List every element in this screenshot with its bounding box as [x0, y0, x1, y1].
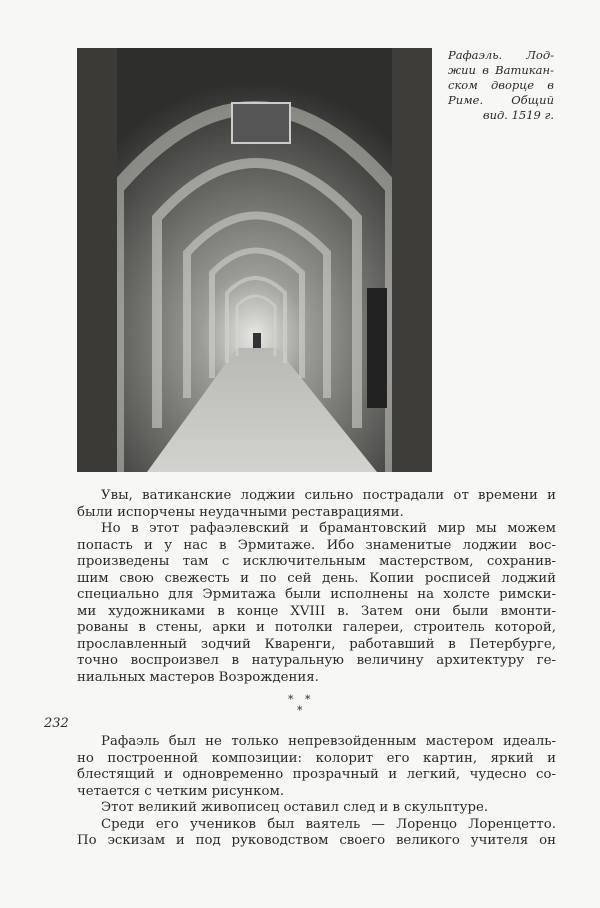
separator-stars: * * [288, 693, 311, 706]
body-text-bottom [77, 734, 556, 850]
text-line: были испорчены неудачными реставрациями. [77, 504, 404, 520]
text-line: произведены там с исключительным мастерством, сохранив- [77, 554, 556, 569]
text-line: Увы, ватиканские лоджии сильно пострадали от времени и [101, 488, 556, 503]
text-line: но построенной композиции: колорит его картин, яркий и [77, 750, 556, 766]
text-line: Этот великий живописец оставил след и в скульптуре. [101, 800, 489, 815]
text-line: По эскизам и под руководством своего великого учителя он [77, 833, 556, 848]
caption-line: Риме. Общий [448, 93, 554, 107]
caption-line: Рафаэль. Лод- [448, 48, 554, 62]
text-line: четается с четким рисунком. [77, 783, 285, 799]
text-line: Среди его учеников был ваятель — Лоренцо Лоренцетто. [101, 816, 556, 832]
caption-line: ском дворце в [448, 78, 554, 92]
text-line: блестящий и одновременно прозрачный и легкий, чудесно со- [77, 767, 556, 782]
section-separator [288, 694, 328, 716]
text-line: прославленный зодчий Кваренги, работавший в Петербурге, [77, 636, 556, 652]
separator-star: * [297, 704, 303, 717]
text-line: точно воспроизвел в натуральную величину архитектуру ге- [77, 653, 556, 668]
page-number: 232 [44, 716, 69, 731]
text-line: шим свою свежесть и по сей день. Копии росписей лоджий [77, 570, 556, 586]
body-text-top [77, 488, 556, 686]
caption-line: вид. 1519 г. [482, 108, 554, 122]
caption-line: жии в Ватикан- [448, 63, 554, 77]
text-line: попасть и у нас в Эрмитаже. Ибо знаменитые лоджии вос- [77, 537, 556, 553]
text-line: Рафаэль был не только непревзойденным мастером идеаль- [101, 734, 556, 749]
text-line: Но в этот рафаэлевский и брамантовский мир мы можем [101, 521, 556, 536]
text-line: специально для Эрмитажа были исполнены на холсте римски- [77, 587, 556, 602]
text-line: ниальных мастеров Возрождения. [77, 669, 319, 685]
text-line: ми художниками в конце XVIII в. Затем они были вмонти- [77, 603, 556, 619]
loggia-photograph [77, 48, 432, 472]
photo-caption [448, 48, 554, 123]
text-line: рованы в стены, арки и потолки галереи, строитель которой, [77, 620, 556, 635]
